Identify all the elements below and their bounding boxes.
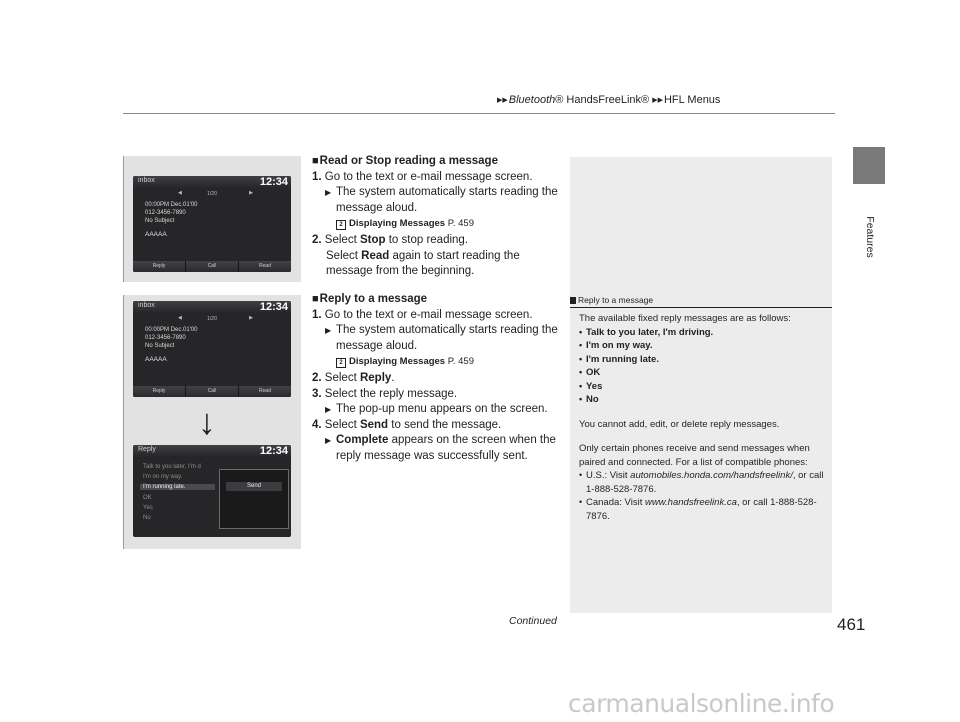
prev-arrow-icon[interactable]: ◀ — [178, 190, 182, 196]
result-arrow-icon: ▶ — [325, 436, 332, 445]
screen-clock: 12:34 — [259, 176, 288, 188]
breadcrumb-arrow-icon: ▶▶ — [652, 97, 663, 104]
message-subject: No Subject — [145, 218, 175, 224]
message-time: 00:00PM Dec.01'00 — [145, 327, 198, 333]
call-button[interactable]: Call — [186, 261, 238, 272]
breadcrumb-registered: ® — [555, 94, 564, 106]
breadcrumb-hfl-menus: HFL Menus — [663, 94, 721, 106]
reply-list-item: • Talk to you later, I'm driving. — [579, 326, 827, 340]
header-rule — [123, 113, 835, 114]
reply-option[interactable]: Talk to you later, I'm d — [143, 464, 201, 470]
canada-link[interactable]: www.handsfreelink.ca — [644, 497, 737, 508]
watermark: carmanualsonline.info — [568, 689, 835, 718]
step: 2. Select Stop to stop reading. — [312, 234, 469, 246]
reply-option[interactable]: Yes — [143, 505, 153, 511]
breadcrumb — [497, 94, 720, 106]
reply-list-item: • Yes — [579, 380, 827, 394]
reply-option[interactable]: OK — [143, 495, 152, 501]
screen-pager — [133, 190, 291, 199]
message-time: 00:00PM Dec.01'00 — [145, 202, 198, 208]
reply-button[interactable]: Reply — [133, 261, 185, 272]
side-tab-marker — [853, 147, 885, 184]
section-read-stop — [312, 154, 562, 280]
step: 4. Select Send to send the message. — [312, 418, 502, 431]
reply-option-selected[interactable]: I'm running late. — [140, 484, 215, 490]
result-arrow-icon: ▶ — [325, 188, 332, 197]
down-arrow-icon: ↓ — [198, 401, 216, 442]
step-continuation: Select Read again to start reading the message from the beginning. — [326, 249, 520, 277]
step: 2. Select Reply. — [312, 372, 395, 384]
reply-list-item: • OK — [579, 366, 827, 380]
breadcrumb-arrow-icon: ▶▶ — [497, 97, 508, 104]
note-icon — [570, 297, 576, 304]
page-counter: 1/20 — [207, 191, 217, 197]
step-result: ▶ The system automatically starts reading the message aloud. — [325, 186, 558, 214]
note-canada-contact: • Canada: Visit www.handsfreelink.ca, or call 1-888-528-7876. — [579, 496, 827, 523]
page-number: 461 — [837, 615, 866, 634]
screen-title-bar — [133, 301, 291, 314]
step: 1. Go to the text or e-mail message screen. — [312, 170, 533, 183]
continued-label: Continued — [509, 615, 557, 627]
result-arrow-icon: ▶ — [325, 326, 332, 335]
message-subject: No Subject — [145, 343, 175, 349]
step: 3. Select the reply message. — [312, 387, 458, 400]
note-cannot-edit: You cannot add, edit, or delete reply messages. — [579, 418, 780, 430]
cross-reference[interactable]: 2 Displaying Messages P. 459 — [312, 216, 562, 231]
screen-title: Reply — [138, 446, 156, 453]
inbox-screen — [133, 176, 291, 272]
read-button[interactable]: Read — [239, 386, 291, 397]
section-heading: ■Read or Stop reading a message — [312, 155, 498, 167]
send-button[interactable]: Send — [226, 482, 282, 491]
side-tab-label: Features — [864, 216, 876, 258]
note-intro: The available fixed reply messages are as follows: — [579, 313, 791, 324]
prev-arrow-icon[interactable]: ◀ — [178, 315, 182, 321]
page-counter: 1/20 — [207, 316, 217, 322]
us-link[interactable]: automobiles.honda.com/handsfreelink/ — [630, 470, 793, 481]
section-heading: ■Reply to a message — [312, 293, 428, 305]
message-number: 012-3456-7890 — [145, 335, 186, 341]
screen-button-bar — [133, 386, 291, 397]
screen-clock: 12:34 — [259, 301, 288, 313]
screen-button-bar — [133, 261, 291, 272]
reply-screen — [133, 445, 291, 537]
breadcrumb-bluetooth: Bluetooth — [508, 94, 556, 106]
message-number: 012-3456-7890 — [145, 210, 186, 216]
step-result: ▶ Complete appears on the screen when the reply message was successfully sent. — [325, 434, 556, 462]
step-result: ▶ The system automatically starts reading the message aloud. — [325, 324, 558, 352]
breadcrumb-handsfreelink: HandsFreeLink® — [563, 94, 650, 106]
square-bullet-icon: ■ — [312, 155, 319, 167]
note-body — [579, 312, 827, 523]
screen-title: inbox — [138, 302, 155, 309]
screen-title-bar — [133, 445, 291, 458]
note-title: Reply to a message — [570, 295, 832, 305]
next-arrow-icon[interactable]: ▶ — [249, 190, 253, 196]
reply-list-item: • I'm running late. — [579, 353, 827, 367]
inbox-screen — [133, 301, 291, 397]
reply-list-item: • No — [579, 393, 827, 407]
send-popup — [219, 469, 289, 529]
reference-icon: 2 — [336, 220, 346, 230]
reply-option[interactable]: No — [143, 515, 151, 521]
note-us-contact: • U.S.: Visit automobiles.honda.com/handsfreelink/, or call 1-888-528-7876. — [579, 469, 827, 496]
screen-pager — [133, 315, 291, 324]
reply-button[interactable]: Reply — [133, 386, 185, 397]
note-phones: Only certain phones receive and send messages when paired and connected. For a list of compatible phones: — [579, 443, 810, 468]
read-button[interactable]: Read — [239, 261, 291, 272]
screen-title: inbox — [138, 177, 155, 184]
note-panel — [570, 157, 832, 613]
screenshot-panel-read — [123, 156, 301, 282]
section-reply — [312, 292, 562, 464]
screen-clock: 12:34 — [259, 445, 288, 457]
next-arrow-icon[interactable]: ▶ — [249, 315, 253, 321]
message-body: AAAAA — [145, 231, 167, 238]
reference-icon: 2 — [336, 358, 346, 368]
result-arrow-icon: ▶ — [325, 405, 332, 414]
message-body: AAAAA — [145, 356, 167, 363]
step-result: ▶ The pop-up menu appears on the screen. — [312, 402, 562, 418]
reply-option[interactable]: I'm on my way. — [143, 474, 183, 480]
cross-reference[interactable]: 2 Displaying Messages P. 459 — [312, 354, 562, 369]
call-button[interactable]: Call — [186, 386, 238, 397]
step: 1. Go to the text or e-mail message screen. — [312, 308, 533, 321]
screen-title-bar — [133, 176, 291, 189]
note-rule — [570, 307, 832, 308]
reply-list-item: • I'm on my way. — [579, 339, 827, 353]
square-bullet-icon: ■ — [312, 293, 319, 305]
